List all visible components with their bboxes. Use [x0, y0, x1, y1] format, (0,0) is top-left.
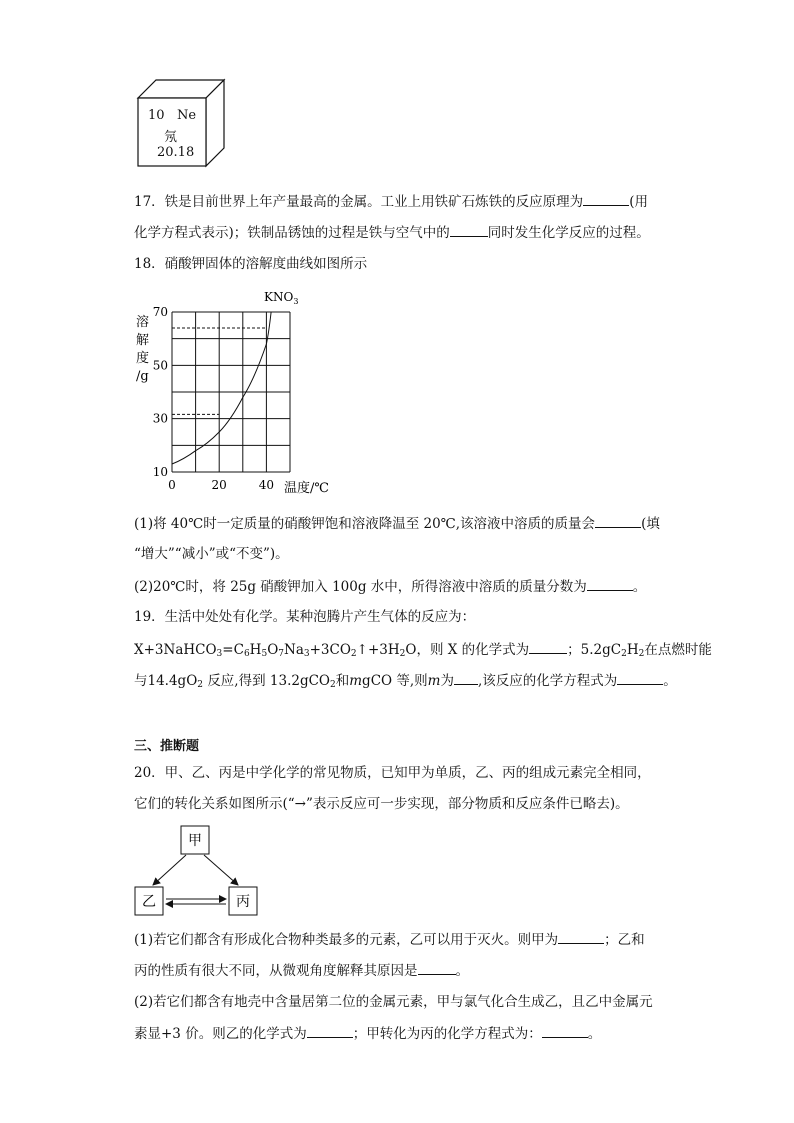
answer-blank[interactable] [418, 960, 456, 975]
x-axis-label: 温度/℃ [284, 481, 329, 496]
ylabel-char: 解 [136, 333, 150, 348]
x-tick-label: 40 [258, 478, 275, 492]
section-title: 三、推断题 [134, 739, 200, 754]
q18-sub1-line2: “增大”“减小”或“不变”)。 [134, 546, 289, 562]
q20-sub2-line1: (2)若它们都含有地壳中含量居第二位的金属元素，甲与氯气化合生成乙，且乙中金属元 [134, 994, 653, 1010]
svg-text:乙: 乙 [142, 894, 156, 910]
y-tick-label: 50 [152, 358, 168, 373]
q17-line1: 17．铁是目前世界上年产量最高的金属。工业上用铁矿石炼铁的反应原理为 (用 [134, 191, 648, 212]
ylabel-char: /g [136, 369, 149, 384]
answer-blank[interactable] [558, 929, 604, 944]
answer-blank[interactable] [595, 513, 641, 528]
answer-blank[interactable] [583, 191, 629, 206]
answer-blank[interactable] [454, 670, 478, 685]
ylabel-char: 度 [136, 351, 150, 366]
element-number-symbol [148, 108, 196, 123]
svg-text:丙: 丙 [236, 894, 250, 910]
answer-blank[interactable] [450, 222, 488, 237]
answer-blank[interactable] [529, 639, 567, 654]
element-symbol: Ne [176, 108, 197, 123]
y-tick-label: 70 [152, 305, 168, 319]
q20-line2: 它们的转化关系如图所示(“→”表示反应可一步实现，部分物质和反应条件已略去)。 [134, 796, 629, 812]
q18-sub1-line1: (1)将 40℃时一定质量的硝酸钾饱和溶液降温至 20℃,该溶液中溶质的质量会 (填 [134, 513, 660, 534]
x-tick-label: 0 [168, 478, 176, 492]
answer-blank[interactable] [542, 1023, 588, 1038]
arrow-jia-to-yi [153, 855, 186, 885]
conversion-diagram [130, 822, 270, 920]
y-tick-label: 10 [152, 465, 168, 479]
q19-line1: 19．生活中处处有化学。某种泡腾片产生气体的反应为： [134, 609, 476, 625]
q19-line3: 与$14.4gO_2$ 反应,得到 13.2gCO$_2$和mgCO 等,则m为 ,该反应的化学方程式为 。 [134, 670, 677, 691]
q17-line2: 化学方程式表示)；铁制品锈蚀的过程是铁与空气中的 同时发生化学反应的过程。 [134, 222, 650, 243]
ylabel-char: 溶 [136, 315, 150, 330]
x-tick-label: 20 [211, 478, 227, 492]
element-name: 氖 [164, 130, 178, 145]
element-mass: 20.18 [157, 145, 195, 160]
q18-sub2: (2)20℃时，将 25g 硝酸钾加入 100g 水中，所得溶液中溶质的质量分数为 。 [134, 576, 646, 597]
answer-blank[interactable] [617, 670, 663, 685]
q20-sub2-line2: 素显+3 价。则乙的化学式为 ；甲转化为丙的化学方程式为： 。 [134, 1023, 601, 1044]
q19-line2: $X+3NaHCO_3=C_6H_5O_7Na_3+3CO_2↑+3H_2O$，则 X 的化学式为 ；$5.2gC_2H_2$在点燃时能 [134, 639, 712, 660]
answer-blank[interactable] [587, 576, 633, 591]
q18-title: 18．硝酸钾固体的溶解度曲线如图所示 [134, 256, 368, 272]
answer-blank[interactable] [307, 1023, 353, 1038]
q20-line1: 20．甲、乙、丙是中学化学的常见物质，已知甲为单质，乙、丙的组成元素完全相同， [134, 765, 651, 781]
q20-sub1-line1: (1)若它们都含有形成化合物种类最多的元素，乙可以用于灭火。则甲为 ；乙和 [134, 929, 645, 950]
kno3-solubility-curve [172, 312, 271, 464]
svg-text:甲: 甲 [188, 833, 202, 849]
y-tick-label: 30 [152, 411, 168, 426]
curve-label-kno3: $KNO_3$ [264, 290, 299, 306]
arrow-jia-to-bing [204, 855, 238, 885]
q20-sub1-line2: 丙的性质有很大不同，从微观角度解释其原因是 。 [134, 960, 469, 981]
element-number: 10 [148, 108, 165, 123]
solubility-chart [130, 288, 350, 498]
